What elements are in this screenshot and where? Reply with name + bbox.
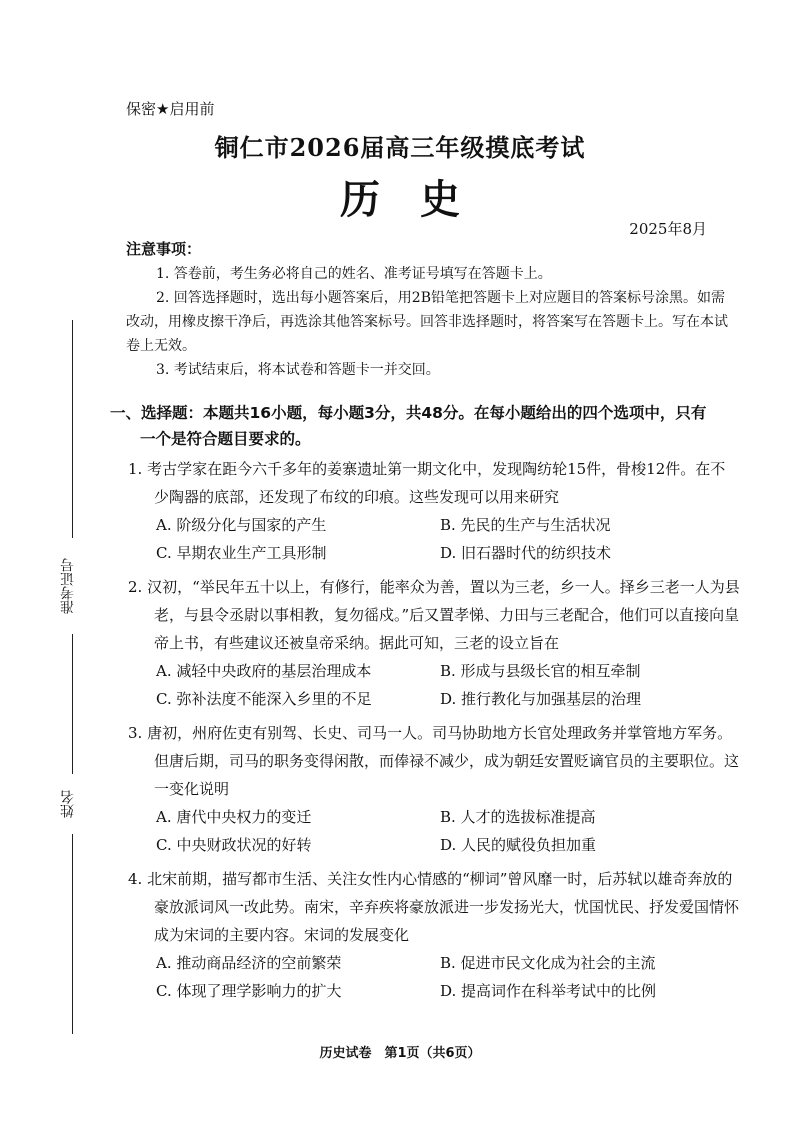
question-4: [128, 865, 740, 1005]
question-stem: 4. 北宋前期，描写都市生活、关注女性内心情感的“柳词”曾风靡一时，后苏轼以雄奇奔放的豪放派词风一改此势。南宋，辛弃疾将豪放派进一步发扬光大，忧国忧民、抒发爱国情怀成为宋词的主要内容。宋词的发展变化: [128, 870, 740, 944]
option-d: D. 旧石器时代的纺织技术: [440, 544, 612, 562]
exam-title: 铜仁市2026届高三年级摸底考试: [214, 133, 586, 162]
option-c: C. 中央财政状况的好转: [156, 836, 312, 854]
option-b: B. 形成与县级长官的相互牵制: [440, 662, 641, 680]
option-a: A. 阶级分化与国家的产生: [156, 516, 327, 534]
notes-list: [126, 262, 738, 382]
question-stem: 2. 汉初，“举民年五十以上，有修行，能率众为善，置以为三老，乡一人。择乡三老一人为县老，与县令丞尉以事相教，复勿徭戍。”后又置孝悌、力田与三老配合，他们可以直接向皇帝上书，有些建议还被皇帝采纳。据此可知，三老的设立旨在: [128, 578, 740, 652]
confidential-label: 保密★启用前: [126, 100, 215, 118]
option-a: A. 唐代中央权力的变迁: [156, 808, 312, 826]
page-footer: 历史试卷 第1页（共6页）: [319, 1046, 481, 1061]
margin-line-top: [72, 320, 73, 538]
option-b: B. 促进市民文化成为社会的主流: [440, 954, 656, 972]
question-stem: 3. 唐初，州府佐吏有别驾、长史、司马一人。司马协助地方长官处理政务并掌管地方军务。但唐后期，司马的职务变得闲散，而俸禄不减少，成为朝廷安置贬谪官员的主要职位。这一变化说明: [128, 724, 740, 798]
margin-line-bottom: [72, 834, 73, 1034]
option-a: A. 减轻中央政府的基层治理成本: [156, 662, 372, 680]
note-item: 1. 答卷前，考生务必将自己的姓名、准考证号填写在答题卡上。: [156, 266, 552, 282]
question-stem: 1. 考古学家在距今六千多年的姜寨遗址第一期文化中，发现陶纺轮15件，骨梭12件。在不少陶器的底部，还发现了布纹的印痕。这些发现可以用来研究: [128, 460, 726, 506]
question-1: [128, 455, 740, 567]
notes-heading: 注意事项：: [126, 240, 202, 258]
option-d: D. 人民的赋役负担加重: [440, 836, 597, 854]
option-d: D. 提高词作在科举考试中的比例: [440, 982, 657, 1000]
note-item: 3. 考试结束后，将本试卷和答题卡一并交回。: [156, 362, 440, 378]
section-heading-line2: 一个是符合题目要求的。: [140, 430, 311, 448]
option-d: D. 推行教化与加强基层的治理: [440, 690, 642, 708]
section-heading-line1: 一、选择题：本题共16小题，每小题3分，共48分。在每小题给出的四个选项中，只有: [110, 404, 707, 422]
section-heading: [110, 400, 732, 452]
option-a: A. 推动商品经济的空前繁荣: [156, 954, 342, 972]
name-label: 姓名: [60, 790, 76, 818]
exam-date: 2025年8月: [629, 220, 707, 238]
note-item: 2. 回答选择题时，选出每小题答案后，用2B铅笔把答题卡上对应题目的答案标号涂黑。如需改动，用橡皮擦干净后，再选涂其他答案标号。回答非选择题时，将答案写在答题卡上。写在本试卷上无效。: [126, 290, 728, 354]
question-2: [128, 573, 740, 713]
option-b: B. 先民的生产与生活状况: [440, 516, 611, 534]
exam-id-label: 准考证号: [60, 558, 76, 614]
option-c: C. 弥补法度不能深入乡里的不足: [156, 690, 372, 708]
option-b: B. 人才的选拔标准提高: [440, 808, 596, 826]
option-c: C. 早期农业生产工具形制: [156, 544, 327, 562]
subject-title: 历史: [340, 176, 500, 223]
question-3: [128, 719, 740, 859]
option-c: C. 体现了理学影响力的扩大: [156, 982, 342, 1000]
margin-line-mid: [72, 634, 73, 774]
